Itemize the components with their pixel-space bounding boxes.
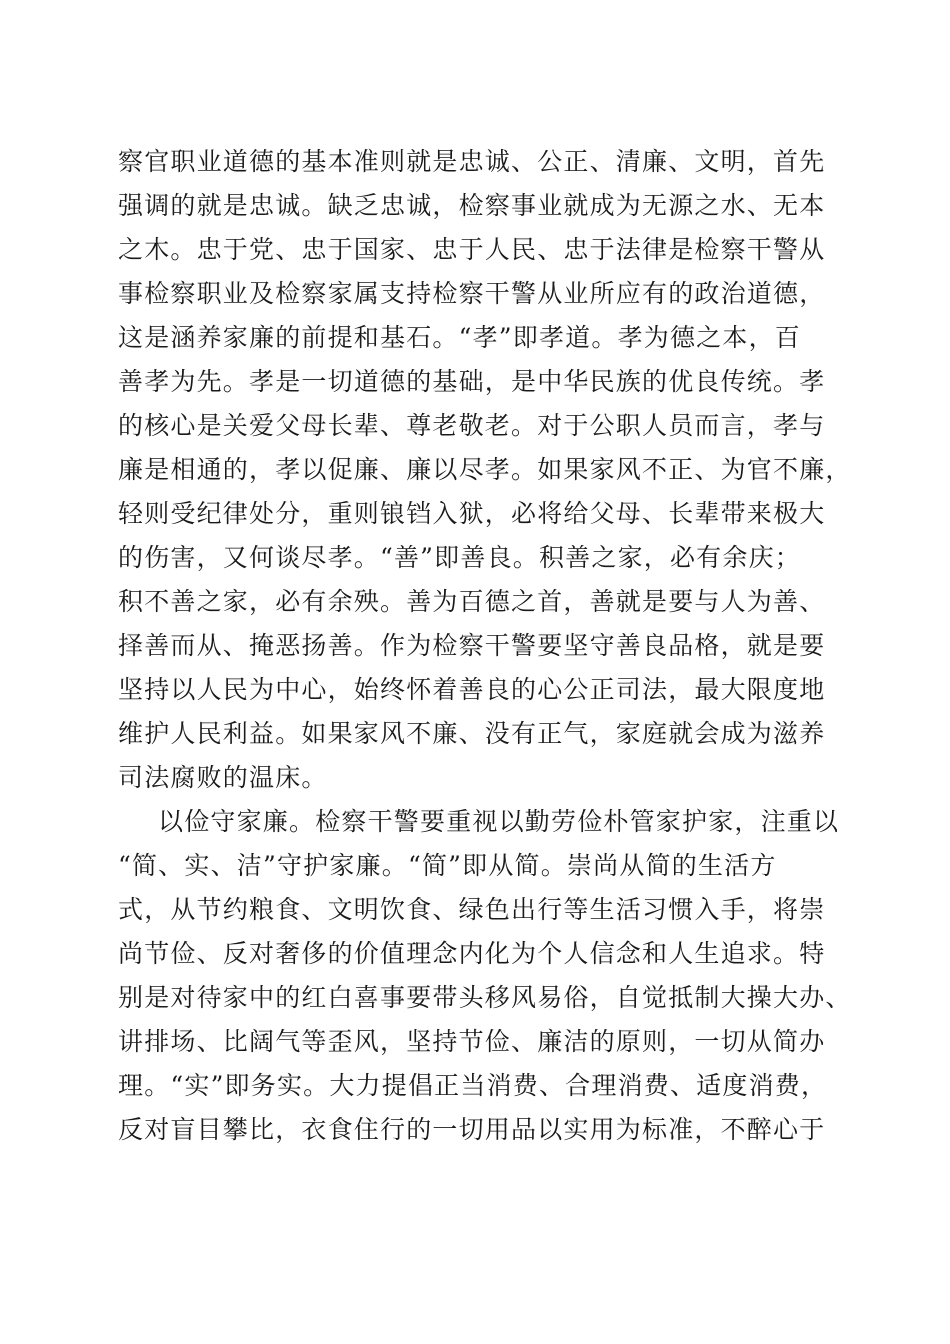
text-line: 反对盲目攀比，衣食住行的一切用品以实用为标准，不醉心于 xyxy=(118,1115,826,1144)
text-line: 积不善之家，必有余殃。善为百德之首，善就是要与人为善、 xyxy=(118,587,826,616)
paragraph xyxy=(118,800,852,1152)
text-line: 尚节俭、反对奢侈的价值理念内化为个人信念和人生追求。特 xyxy=(118,939,826,968)
text-line: 察官职业道德的基本准则就是忠诚、公正、清廉、文明，首先 xyxy=(118,147,826,176)
text-line: 讲排场、比阔气等歪风，坚持节俭、廉洁的原则，一切从简办 xyxy=(118,1027,826,1056)
text-line: 坚持以人民为中心，始终怀着善良的心公正司法，最大限度地 xyxy=(118,675,826,704)
text-line: 的伤害，又何谈尽孝。“善”即善良。积善之家，必有余庆； xyxy=(118,543,801,572)
paragraph xyxy=(118,140,852,800)
text-line: 维护人民利益。如果家风不廉、没有正气，家庭就会成为滋养 xyxy=(118,719,826,748)
text-line: “简、实、洁”守护家廉。“简”即从简。崇尚从简的生活方 xyxy=(118,851,777,880)
text-line: 事检察职业及检察家属支持检察干警从业所应有的政治道德， xyxy=(118,279,826,308)
text-line: 的核心是关爱父母长辈、尊老敬老。对于公职人员而言，孝与 xyxy=(118,411,826,440)
text-line: 这是涵养家廉的前提和基石。“孝”即孝道。孝为德之本，百 xyxy=(118,323,801,352)
text-line: 以俭守家廉。检察干警要重视以勤劳俭朴管家护家，注重以 xyxy=(158,807,840,836)
document-body xyxy=(118,140,852,1152)
text-line: 轻则受纪律处分，重则锒铛入狱，必将给父母、长辈带来极大 xyxy=(118,499,826,528)
text-line: 择善而从、掩恶扬善。作为检察干警要坚守善良品格，就是要 xyxy=(118,631,826,660)
text-line: 司法腐败的温床。 xyxy=(118,763,328,792)
text-line: 别是对待家中的红白喜事要带头移风易俗，自觉抵制大操大办、 xyxy=(118,983,852,1012)
text-line: 善孝为先。孝是一切道德的基础，是中华民族的优良传统。孝 xyxy=(118,367,826,396)
text-line: 式，从节约粮食、文明饮食、绿色出行等生活习惯入手，将崇 xyxy=(118,895,826,924)
text-line: 强调的就是忠诚。缺乏忠诚，检察事业就成为无源之水、无本 xyxy=(118,191,826,220)
text-line: 理。“实”即务实。大力提倡正当消费、合理消费、适度消费， xyxy=(118,1071,828,1100)
text-line: 之木。忠于党、忠于国家、忠于人民、忠于法律是检察干警从 xyxy=(118,235,826,264)
text-line: 廉是相通的，孝以促廉、廉以尽孝。如果家风不正、为官不廉， xyxy=(118,455,852,484)
